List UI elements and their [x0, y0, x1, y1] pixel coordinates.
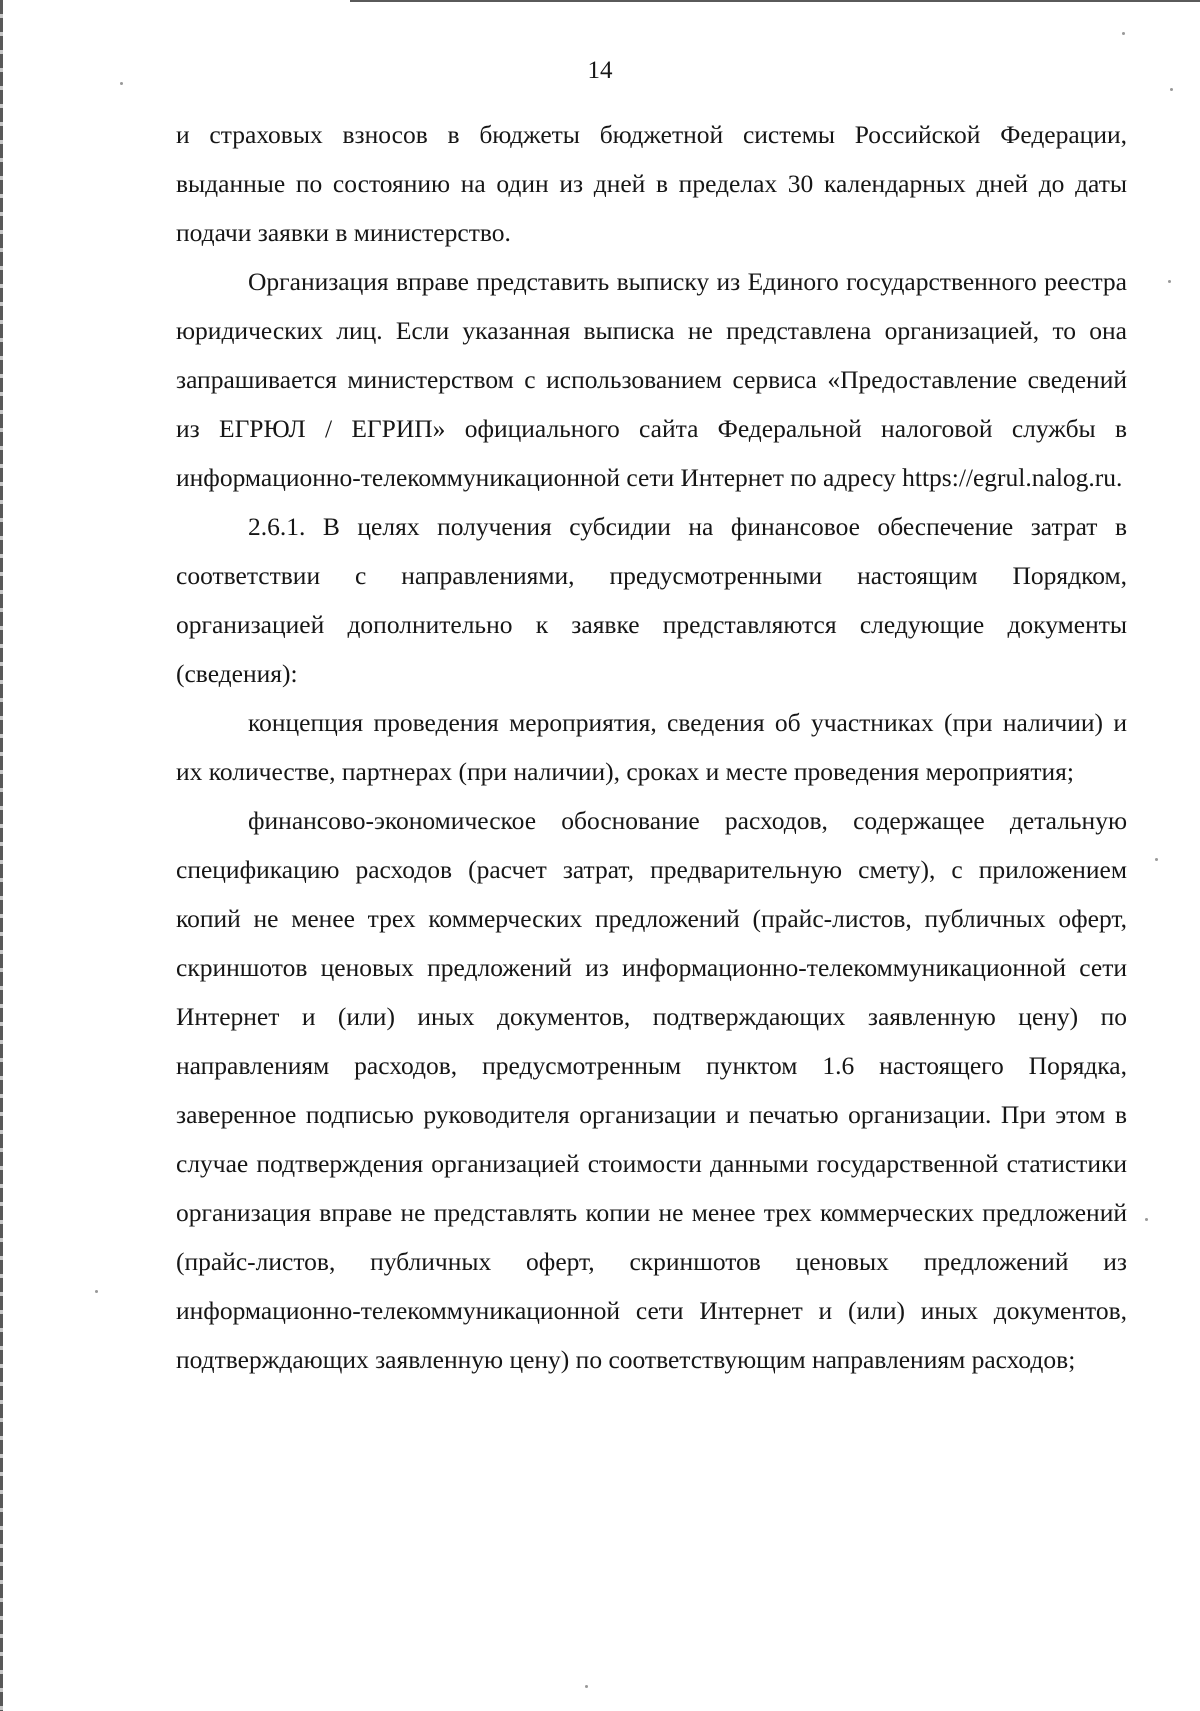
scan-speck [1145, 1218, 1148, 1221]
paragraph-financial-justification: финансово-экономическое обоснование расходов, содержащее детальную спецификацию расходов (расчет затрат, предварительную смету), с приложением копий не менее трех коммерческих предложений (прайс-листов, публичных оферт, скриншотов ценовых предложений из информационно-телекоммуникационной сети Интернет и (или) иных документов, подтверждающих заявленную цену) по направлениям расходов, предусмотренным пунктом 1.6 настоящего Порядка, заверенное подписью руководителя организации и печатью организации. При этом в случае подтверждения организацией стоимости данными государственной статистики организация вправе не представлять копии не менее трех коммерческих предложений (прайс-листов, публичных оферт, скриншотов ценовых предложений из информационно-телекоммуникационной сети Интернет и (или) иных документов, подтверждающих заявленную цену) по соответствующим направлениям расходов; [176, 806, 1127, 1374]
document-body [176, 110, 1127, 1384]
paragraph-2-6-1: 2.6.1. В целях получения субсидии на финансовое обеспечение затрат в соответствии с направлениями, предусмотренными настоящим Порядком, организацией дополнительно к заявке представляются следующие документы (сведения): [176, 512, 1127, 688]
scan-speck [585, 1685, 588, 1688]
scan-speck [1170, 88, 1173, 91]
scan-left-edge [0, 0, 3, 1711]
paragraph-egrul-extract: Организация вправе представить выписку из Единого государственного реестра юридических лиц. Если указанная выписка не представлена организацией, то она запрашивается министерством с использованием сервиса «Предоставление сведений из ЕГРЮЛ / ЕГРИП» официального сайта Федеральной налоговой службы в информационно-телекоммуникационной сети Интернет по адресу https://egrul.nalog.ru. [176, 267, 1127, 492]
paragraph-event-concept: концепция проведения мероприятия, сведения об участниках (при наличии) и их количестве, партнерах (при наличии), сроках и месте проведения мероприятия; [176, 708, 1127, 786]
paragraph-taxes-continuation: и страховых взносов в бюджеты бюджетной системы Российской Федерации, выданные по состоянию на один из дней в пределах 30 календарных дней до даты подачи заявки в министерство. [176, 120, 1127, 247]
scan-top-edge [350, 0, 1200, 2]
scan-speck [95, 1290, 98, 1293]
page-number: 14 [587, 57, 613, 84]
scan-speck [1155, 858, 1158, 861]
scan-speck [1122, 32, 1125, 35]
scan-speck [1168, 280, 1171, 283]
